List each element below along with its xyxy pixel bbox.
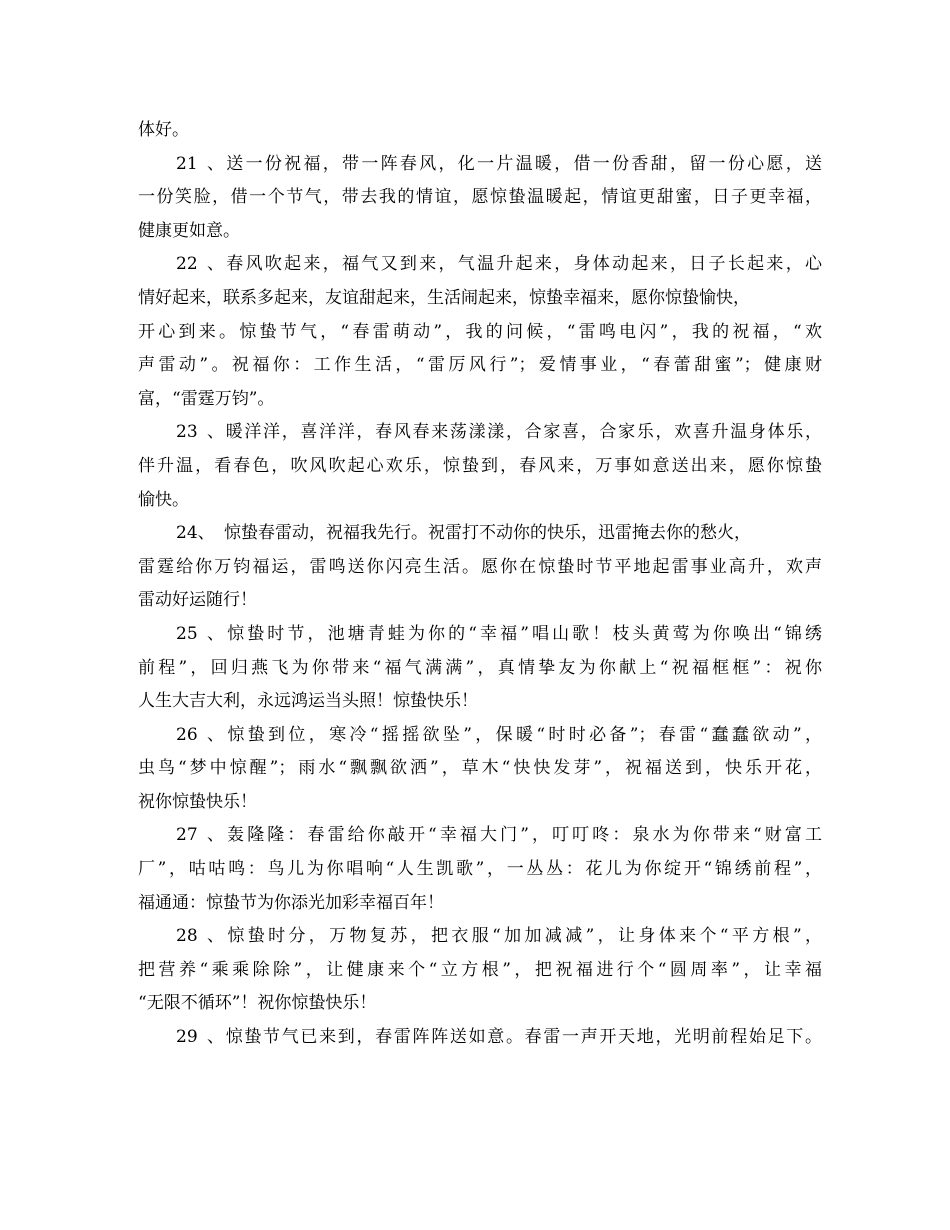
paragraph-line: 福通通：惊蛰节为你添光加彩幸福百年！ bbox=[138, 892, 444, 913]
paragraph-line: 体好。 bbox=[138, 120, 189, 140]
paragraph-line: 人生大吉大利，永远鸿运当头照！惊蛰快乐！ bbox=[138, 691, 478, 712]
paragraph-line: 虫鸟“梦中惊醒”；雨水“飘飘欲洒”，草木“快快发芽”，祝福送到，快乐开花， bbox=[138, 758, 822, 779]
document-page bbox=[138, 114, 822, 1055]
paragraph-line: 26、惊蛰到位，寒冷“摇摇欲坠”，保暖“时时必备”；春雷“蠢蠢欲动”， bbox=[138, 719, 822, 753]
paragraph-line: 愉快。 bbox=[138, 489, 189, 510]
paragraph-line: 一份笑脸，借一个节气，带去我的情谊，愿惊蛰温暖起，情谊更甜蜜，日子更幸福， bbox=[138, 187, 822, 208]
paragraph-line: 伴升温，看春色，吹风吹起心欢乐，惊蛰到，春风来，万事如意送出来，愿你惊蛰 bbox=[138, 455, 822, 476]
item-number: 22、 bbox=[176, 254, 224, 275]
item-number: 28、 bbox=[176, 926, 224, 947]
paragraph-line: 雷动好运随行！ bbox=[138, 590, 257, 611]
item-number: 27、 bbox=[176, 825, 224, 846]
paragraph-line: 富，“雷霆万钧”。 bbox=[138, 388, 275, 409]
item-number: 21、 bbox=[176, 153, 224, 174]
paragraph-line: 28、惊蛰时分，万物复苏，把衣服“加加减减”，让身体来个“平方根”， bbox=[138, 920, 822, 954]
paragraph-line: 前程”，回归燕飞为你带来“福气满满”，真情挚友为你献上“祝福框框”：祝你 bbox=[138, 657, 822, 678]
item-number: 25、 bbox=[176, 623, 224, 644]
paragraph-line: 21、送一份祝福，带一阵春风，化一片温暖，借一份香甜，留一份心愿，送 bbox=[138, 148, 822, 182]
item-number: 23、 bbox=[176, 422, 224, 443]
paragraph-line: 健康更如意。 bbox=[138, 220, 240, 241]
item-number: 24、 bbox=[176, 523, 215, 544]
paragraph-line: 情好起来，联系多起来，友谊甜起来，生活闹起来，惊蛰幸福来，愿你惊蛰愉快， bbox=[138, 287, 750, 308]
paragraph-line: 声雷动”。祝福你：工作生活，“雷厉风行”；爱情事业，“春蕾甜蜜”；健康财 bbox=[138, 355, 822, 376]
paragraph-line: 把营养“乘乘除除”，让健康来个“立方根”，把祝福进行个“圆周率”，让幸福 bbox=[138, 959, 822, 980]
paragraph-line: 祝你惊蛰快乐！ bbox=[138, 791, 257, 812]
paragraph-line: “无限不循环”！祝你惊蛰快乐！ bbox=[138, 993, 377, 1014]
paragraph-line: 雷霆给你万钧福运，雷鸣送你闪亮生活。愿你在惊蛰时节平地起雷事业高升，欢声 bbox=[138, 556, 822, 577]
paragraph-line: 24、 惊蛰春雷动，祝福我先行。祝雷打不动你的快乐，迅雷掩去你的愁火， bbox=[138, 517, 822, 551]
item-number: 26、 bbox=[176, 724, 224, 745]
paragraph-line: 22、春风吹起来，福气又到来，气温升起来，身体动起来，日子长起来，心 bbox=[138, 248, 822, 282]
paragraph-line: 开心到来。惊蛰节气，“春雷萌动”，我的问候，“雷鸣电闪”，我的祝福，“欢 bbox=[138, 321, 822, 342]
paragraph-line: 27、轰隆隆：春雷给你敲开“幸福大门”，叮叮咚：泉水为你带来“财富工 bbox=[138, 819, 822, 853]
item-number: 29、 bbox=[176, 1027, 224, 1048]
paragraph-line: 29、惊蛰节气已来到，春雷阵阵送如意。春雷一声开天地，光明前程始足下。 bbox=[138, 1021, 822, 1055]
paragraph-line: 23、暖洋洋，喜洋洋，春风春来荡漾漾，合家喜，合家乐，欢喜升温身体乐， bbox=[138, 416, 822, 450]
paragraph-line: 25、惊蛰时节，池塘青蛙为你的“幸福”唱山歌！枝头黄莺为你唤出“锦绣 bbox=[138, 618, 822, 652]
paragraph-line: 厂”，咕咕鸣：鸟儿为你唱响“人生凯歌”，一丛丛：花儿为你绽开“锦绣前程”， bbox=[138, 859, 823, 880]
